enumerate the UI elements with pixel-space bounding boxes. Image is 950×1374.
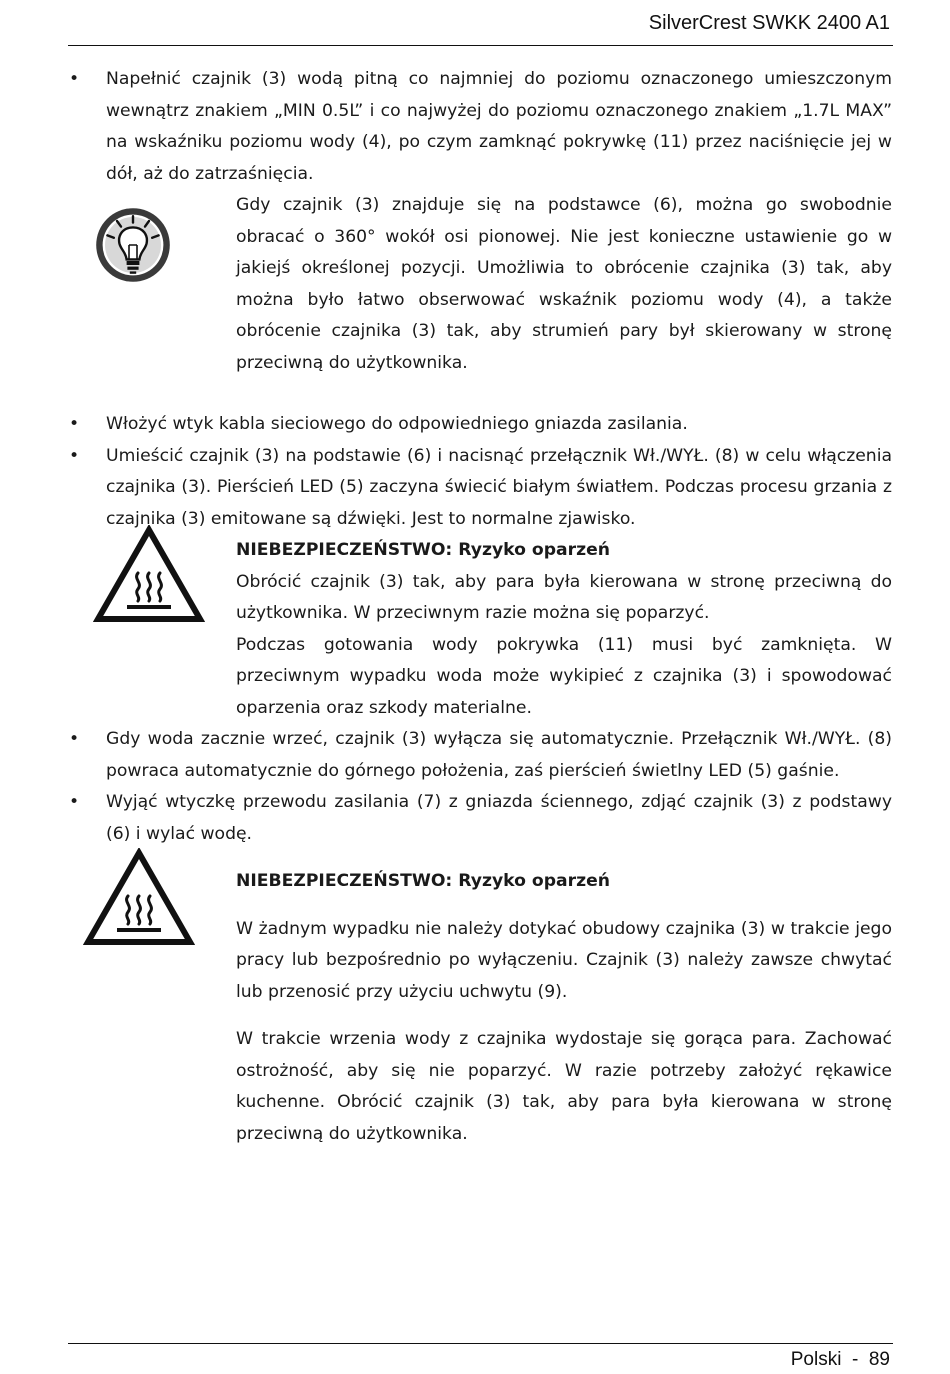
instruction-unplug: • Wyjąć wtyczkę przewodu zasilania (7) z gniazda ściennego, zdjąć czajnik (3) z podstawy (6) i wylać wodę.: [66, 787, 892, 850]
lightbulb-tip-icon: [93, 205, 173, 285]
warning-text: W żadnym wypadku nie należy dotykać obudowy czajnika (3) w trakcie jego pracy lub bezpośrednio po wyłączeniu. Czajnik (3) należy zawsze chwytać lub przenosić przy użyciu uchwytu (9).: [236, 918, 892, 1002]
page-header-title: SilverCrest SWKK 2400 A1: [648, 12, 890, 34]
instruction-fill-kettle: • Napełnić czajnik (3) wodą pitną co najmniej do poziomu oznaczonego umieszczonym wewnątrz znakiem „MIN 0.5L” i co najwyżej do poziomu oznaczonego znakiem „1.7L MAX” na wskaźniku poziomu wody (4), po czym zamknąć pokrywkę (11) przez naciśnięcie jej w dół, aż do zatrzaśnięcia.: [66, 64, 892, 190]
instruction-switch-on: • Umieścić czajnik (3) na podstawie (6) i nacisnąć przełącznik Wł./WYŁ. (8) w celu włączenia czajnika (3). Pierścień LED (5) zaczyna świecić białym światłem. Podczas procesu grzania z czajnika (3) emitowane są dźwięki. Jest to normalne zjawisko.: [66, 441, 892, 536]
instruction-auto-off: • Gdy woda zacznie wrzeć, czajnik (3) wyłącza się automatycznie. Przełącznik Wł./WYŁ. (8) powraca automatycznie do górnego położenia, zaś pierścień świetlny LED (5) gaśnie.: [66, 724, 892, 787]
page-content: [66, 64, 892, 1150]
hot-surface-warning-icon: [93, 525, 205, 625]
instruction-plug-in: • Włożyć wtyk kabla sieciowego do odpowiedniego gniazda zasilania.: [66, 409, 892, 441]
page-footer: [791, 1349, 890, 1371]
warning-block-1: [66, 535, 892, 724]
footer-rule: [68, 1343, 893, 1344]
tip-note: [66, 190, 892, 379]
warning-text: Obrócić czajnik (3) tak, aby para była kierowana w stronę przeciwną do użytkownika. W przeciwnym razie można się poparzyć.: [236, 571, 892, 623]
page-number-label: Polski - 89: [790, 1349, 890, 1370]
warning-title: NIEBEZPIECZEŃSTWO: Ryzyko oparzeń: [236, 540, 611, 560]
header-rule: [68, 45, 893, 46]
warning-text: W trakcie wrzenia wody z czajnika wydostaje się gorąca para. Zachować ostrożność, aby się nie poparzyć. W razie potrzeby założyć rękawice kuchenne. Obrócić czajnik (3) tak, aby para była kierowana w stronę przeciwną do użytkownika.: [236, 1029, 892, 1144]
warning-block-2: [66, 866, 892, 1150]
warning-text: Podczas gotowania wody pokrywka (11) musi być zamknięta. W przeciwnym wypadku woda może wykipieć z czajnika (3) i spowodować oparzenia oraz szkody materialne.: [236, 634, 892, 718]
tip-text: Gdy czajnik (3) znajduje się na podstawce (6), można go swobodnie obracać o 360° wokół osi pionowej. Nie jest konieczne ustawienie go w jakiejś określonej pozycji. Umożliwia to obrócenie czajnika (3) tak, aby można było łatwo obserwować wskaźnik poziomu wody (4), a także obrócenie czajnika (3) tak, aby strumień pary był skierowany w stronę przeciwną do użytkownika.: [236, 195, 892, 373]
hot-surface-warning-icon: [83, 848, 195, 948]
warning-title: NIEBEZPIECZEŃSTWO: Ryzyko oparzeń: [236, 871, 611, 891]
